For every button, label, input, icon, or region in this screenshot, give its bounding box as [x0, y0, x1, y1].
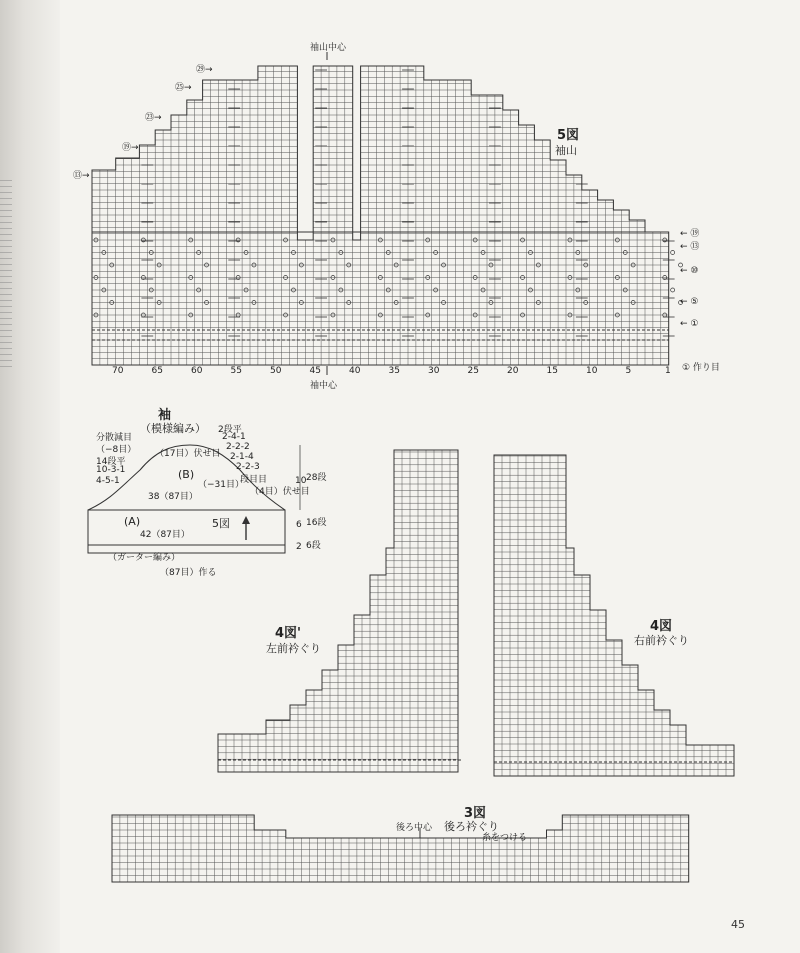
- sleeve-decrease-step-2: 10-3-1: [96, 465, 126, 475]
- fig5-x-tick: 40: [349, 366, 361, 376]
- fig5-x-tick: 10: [586, 366, 598, 376]
- sleeve-title: 袖: [158, 408, 172, 423]
- sleeve-height-g-rows: 6段: [306, 541, 321, 551]
- sleeve-b-count: （−31目）: [198, 480, 244, 490]
- sleeve-height-top: 10: [295, 476, 307, 486]
- fig5-row-mark: ← ⑬: [680, 242, 700, 252]
- fig5-x-tick: 30: [428, 366, 440, 376]
- fig3-subtitle: 後ろ衿ぐり: [444, 820, 499, 833]
- fig5-x-tick: 50: [270, 366, 282, 376]
- fig5-title: 5図: [557, 128, 580, 143]
- sleeve-right-step-1: 2段平: [218, 425, 242, 435]
- sleeve-right-bindoff: （4目）伏せ目: [250, 487, 310, 497]
- fig5-x-tick: 5: [625, 366, 632, 376]
- fig5-row-mark: ← ⑩: [680, 266, 699, 276]
- fig5-x-tick: 55: [230, 366, 242, 376]
- fig5-step-mark: ㉕→: [175, 83, 192, 93]
- sleeve-right-step-4: 2-1-4: [230, 452, 254, 462]
- fig5-x-tick: 45: [309, 366, 321, 376]
- fig3-attach-label: 糸をつける: [482, 833, 528, 843]
- sleeve-pattern-label: （模様編み）: [140, 422, 206, 435]
- fig4l-title: 4図': [275, 626, 302, 641]
- sleeve-decrease-label: 分散減目: [96, 433, 133, 443]
- sleeve-b-label: (B): [178, 468, 195, 481]
- sleeve-height-g: 2: [296, 542, 302, 552]
- sleeve-cast-on: （87目）作る: [160, 568, 217, 578]
- fig5-x-tick: 25: [467, 366, 479, 376]
- sleeve-height-a-rows: 16段: [306, 518, 327, 528]
- page-number: 45: [731, 918, 745, 931]
- sleeve-right-step-2: 2-4-1: [222, 432, 246, 442]
- fig4l-subtitle: 左前衿ぐり: [266, 642, 321, 655]
- fig5-yarnover-symbol: [671, 288, 675, 292]
- fig3-center-label: 後ろ中心: [396, 823, 433, 833]
- sleeve-decrease-step-3: 4-5-1: [96, 476, 120, 486]
- fig5-step-mark: ⑬→: [73, 171, 90, 181]
- sleeve-garter-label: （ガーター編み）: [108, 553, 181, 563]
- sleeve-top-bindoff: （17目）伏せ目: [155, 449, 221, 459]
- fig5-step-mark: ⑲→: [122, 143, 139, 153]
- fig5-row-mark: ← ①: [680, 319, 699, 329]
- sleeve-height-a: 6: [296, 520, 302, 530]
- fig5-grid: [92, 66, 669, 365]
- sleeve-a-width: 42（87目）: [140, 530, 190, 540]
- sleeve-a-label: (A): [124, 515, 141, 528]
- fig5-bottom-center-label: 袖中心: [310, 381, 338, 391]
- sleeve-arrow-head: [242, 516, 250, 524]
- sleeve-right-step-6: 段目目: [240, 475, 268, 485]
- fig5-top-center-label: 袖山中心: [310, 43, 347, 53]
- sleeve-a-fig: 5図: [212, 517, 230, 530]
- sleeve-right-step-3: 2-2-2: [226, 442, 250, 452]
- fig5-x-tick: 65: [151, 366, 163, 376]
- sleeve-decrease-count: （−8目）: [96, 445, 137, 455]
- fig4l-grid: [218, 450, 458, 772]
- fig5-start-row-label: ① 作り目: [682, 363, 720, 373]
- fig5-step-mark: ㉙→: [196, 65, 213, 75]
- sleeve-b-width: 38（87目）: [148, 492, 198, 502]
- fig5-yarnover-symbol: [671, 251, 675, 255]
- fig5-step-mark: ㉓→: [145, 113, 162, 123]
- sleeve-decrease-step-1: 14段平: [96, 457, 126, 467]
- sleeve-right-step-5: 2-2-3: [236, 462, 260, 472]
- fig4r-grid: [494, 455, 734, 776]
- fig4r-title: 4図: [650, 619, 673, 634]
- fig4r-subtitle: 右前衿ぐり: [634, 634, 689, 647]
- fig3-title: 3図: [464, 806, 487, 821]
- fig5-x-tick: 60: [191, 366, 203, 376]
- fig5-x-tick: 20: [507, 366, 519, 376]
- fig5-x-tick: 15: [546, 366, 558, 376]
- fig5-x-tick: 35: [388, 366, 400, 376]
- sleeve-height-top-rows: 28段: [306, 473, 327, 483]
- fig5-row-mark: ← ⑤: [680, 297, 699, 307]
- fig5-x-tick: 70: [112, 366, 124, 376]
- fig5-row-mark: ← ⑲: [680, 229, 700, 239]
- fig5-x-tick: 1: [665, 366, 671, 376]
- fig5-subtitle: 袖山: [555, 144, 577, 157]
